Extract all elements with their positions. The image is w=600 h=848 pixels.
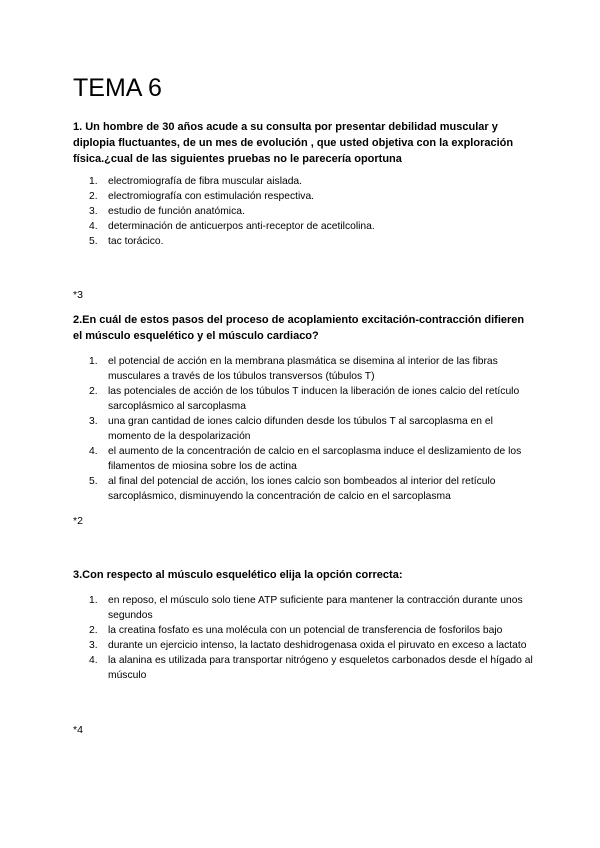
- option-number: 5.: [89, 236, 98, 247]
- option-text: en reposo, el músculo solo tiene ATP suficiente para mantener la contracción durante unos segundos: [108, 595, 523, 621]
- list-item: [73, 653, 533, 683]
- question-3-text: 3.Con respecto al músculo esquelético elija la opción correcta:: [73, 569, 403, 581]
- option-text: la creatina fosfato es una molécula con un potencial de transferencia de fosforilos bajo: [108, 625, 503, 636]
- list-item: [73, 234, 533, 249]
- list-item: [73, 444, 533, 474]
- list-item: [73, 638, 533, 653]
- option-number: 4.: [89, 655, 98, 666]
- question-3-answer: *4: [73, 724, 83, 736]
- option-number: 1.: [89, 356, 98, 367]
- list-item: [73, 623, 533, 638]
- option-number: 1.: [89, 595, 98, 606]
- list-item: [73, 189, 533, 204]
- question-1-answer: *3: [73, 289, 83, 301]
- option-number: 2.: [89, 386, 98, 397]
- option-text: el potencial de acción en la membrana plasmática se disemina al interior de las fibras musculares a través de los túbulos transversos (túbulos T): [108, 356, 498, 382]
- option-number: 5.: [89, 476, 98, 487]
- option-text: estudio de función anatómica.: [108, 206, 245, 217]
- option-text: electromiografía con estimulación respectiva.: [108, 191, 315, 202]
- list-item: [73, 219, 533, 234]
- option-number: 1.: [89, 176, 98, 187]
- list-item: [73, 204, 533, 219]
- question-3-options: [73, 593, 533, 683]
- option-text: durante un ejercicio intenso, la lactato deshidrogenasa oxida el piruvato en exceso a lactato: [108, 640, 527, 651]
- question-1-options: [73, 174, 533, 249]
- list-item: [73, 414, 533, 444]
- option-number: 4.: [89, 446, 98, 457]
- question-2-answer: *2: [73, 515, 83, 527]
- list-item: [73, 354, 533, 384]
- option-number: 2.: [89, 625, 98, 636]
- question-2-options: [73, 354, 533, 504]
- option-number: 2.: [89, 191, 98, 202]
- page-title: TEMA 6: [73, 74, 162, 102]
- option-number: 3.: [89, 640, 98, 651]
- option-number: 4.: [89, 221, 98, 232]
- option-text: una gran cantidad de iones calcio difunden desde los túbulos T al sarcoplasma en el momento de la despolarización: [108, 416, 493, 442]
- list-item: [73, 474, 533, 504]
- question-2-text: 2.En cuál de estos pasos del proceso de acoplamiento excitación-contracción difieren el músculo esquelético y el músculo cardiaco?: [73, 314, 525, 342]
- list-item: [73, 174, 533, 189]
- list-item: [73, 593, 533, 623]
- option-number: 3.: [89, 416, 98, 427]
- option-text: el aumento de la concentración de calcio en el sarcoplasma induce el deslizamiento de los filamentos de miosina sobre los de actina: [108, 446, 522, 472]
- question-1-text: 1. Un hombre de 30 años acude a su consulta por presentar debilidad muscular y diplopia fluctuantes, de un mes de evolución , que usted objetiva con la exploración física.¿cual de las siguientes pruebas no le parecería oportuna: [73, 121, 514, 165]
- option-number: 3.: [89, 206, 98, 217]
- list-item: [73, 384, 533, 414]
- option-text: tac torácico.: [108, 236, 164, 247]
- option-text: al final del potencial de acción, los iones calcio son bombeados al interior del retículo sarcoplásmico, disminuyendo la concentración de calcio en el sarcoplasma: [108, 476, 496, 502]
- option-text: las potenciales de acción de los túbulos T inducen la liberación de iones calcio del retículo sarcoplásmico al sarcoplasma: [108, 386, 520, 412]
- option-text: la alanina es utilizada para transportar nitrógeno y esqueletos carbonados desde el hígado al músculo: [108, 655, 533, 681]
- option-text: determinación de anticuerpos anti-receptor de acetilcolina.: [108, 221, 375, 232]
- option-text: electromiografía de fibra muscular aislada.: [108, 176, 303, 187]
